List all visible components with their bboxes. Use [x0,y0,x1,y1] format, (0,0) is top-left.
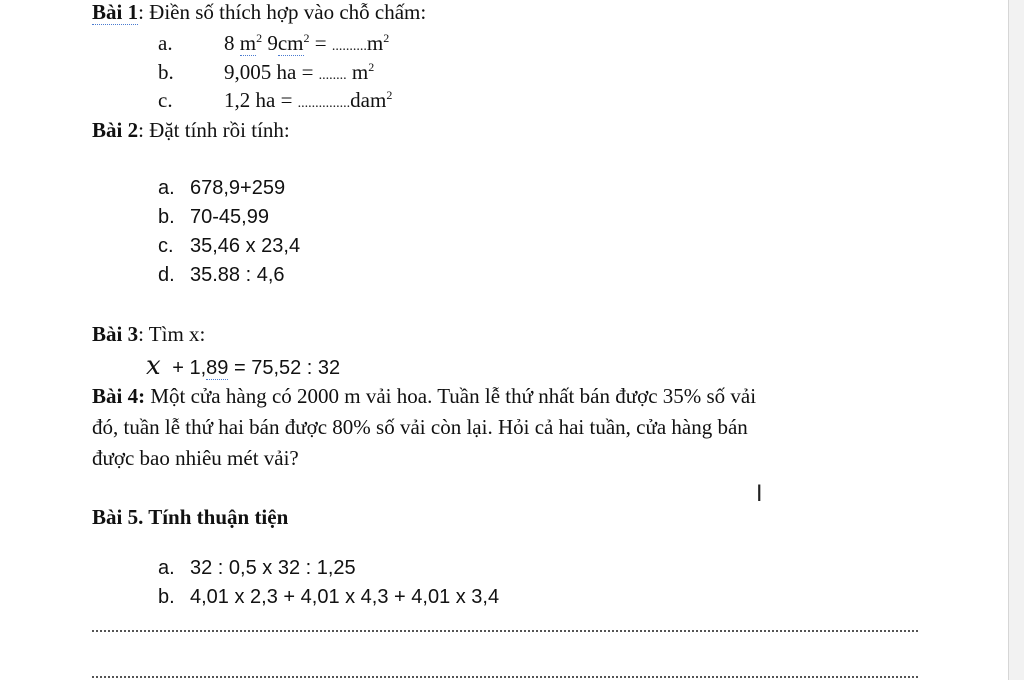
bai4-line1 [92,384,756,408]
bai1-b-sup: 2 [368,60,375,74]
list-item [158,234,301,258]
item-letter: c. [158,88,173,112]
bai1-a-part2: 9 [262,31,278,55]
bai1-b-unit: m [346,60,369,84]
item-text: 35,46 x 23,4 [190,235,301,257]
item-letter: b. [158,60,174,84]
bai1-c-expression [224,88,392,116]
bai2-label: Bài 2 [92,118,139,142]
bai3-label: Bài 3 [92,322,139,346]
item-text: 678,9+259 [190,177,286,199]
bai1-c-unit: dam [350,88,387,112]
bai1-a-unit: m [366,31,384,55]
bai1-b-expression [224,60,374,88]
list-item [158,556,356,580]
bai1-c-sup: 2 [386,88,393,102]
variable-x: x [146,351,161,381]
bai3-title: : Tìm x: [138,322,206,346]
bai1-a-eq: = [309,31,332,55]
item-text: 70-45,99 [190,206,269,228]
item-letter: b. [158,206,175,228]
bai1-a-expression [224,31,389,59]
list-item [158,176,286,200]
bai1-item-c [158,88,393,112]
bai3-heading [92,322,205,346]
bai1-a-sup3: 2 [383,31,390,45]
item-text: 35.88 : 4,6 [190,264,285,286]
bai4-line3: được bao nhiêu mét vải? [92,446,299,470]
bai1-item-a [158,31,390,55]
list-item [158,263,285,287]
answer-line [92,676,918,678]
item-text: 32 : 0,5 x 32 : 1,25 [190,557,356,579]
bai1-c-expr: 1,2 ha = [224,88,298,112]
list-item [158,205,269,229]
item-letter: a. [158,557,175,579]
bai3-equation [146,351,341,381]
bai5-heading: Bài 5. Tính thuận tiện [92,505,289,529]
bai4-line2: đó, tuần lễ thứ hai bán được 80% số vải còn lại. Hỏi cả hai tuần, cửa hàng bán [92,415,748,439]
bai1-a-sup2: 2 [303,31,310,45]
bai3-rest: = 75,52 : 32 [228,357,341,379]
bai1-b-expr: 9,005 ha = [224,60,319,84]
bai1-a-dots: .......... [331,39,367,54]
bai4-label: Bài 4: [92,384,146,408]
item-letter: d. [158,264,175,286]
bai1-a-m: m [239,31,257,55]
bai3-underlined: 89 [206,357,229,379]
bai1-label: Bài 1 [92,0,139,24]
bai1-title: : Điền số thích hợp vào chỗ chấm: [138,0,427,24]
bai1-b-dots: ........ [318,68,347,83]
bai1-item-b [158,60,375,84]
bai4-text1: Một cửa hàng có 2000 m vải hoa. Tuần lễ thứ nhất bán được 35% số vải [145,384,757,408]
list-item [158,585,500,609]
item-letter: c. [158,235,174,257]
item-letter: b. [158,586,175,608]
page-edge [1008,0,1024,680]
item-text: 4,01 x 2,3 + 4,01 x 4,3 + 4,01 x 3,4 [190,586,500,608]
text-cursor-icon: I [756,482,763,507]
item-letter: a. [158,31,173,55]
bai1-a-part1: 8 [224,31,240,55]
answer-line [92,630,918,632]
bai2-heading [92,118,290,142]
bai2-title: : Đặt tính rồi tính: [138,118,290,142]
item-letter: a. [158,177,175,199]
bai3-plus: + 1, [166,357,207,379]
bai1-heading [92,0,426,24]
bai1-a-sup1: 2 [256,31,263,45]
bai1-a-cm: cm [277,31,304,55]
bai1-c-dots: ............... [297,96,351,111]
